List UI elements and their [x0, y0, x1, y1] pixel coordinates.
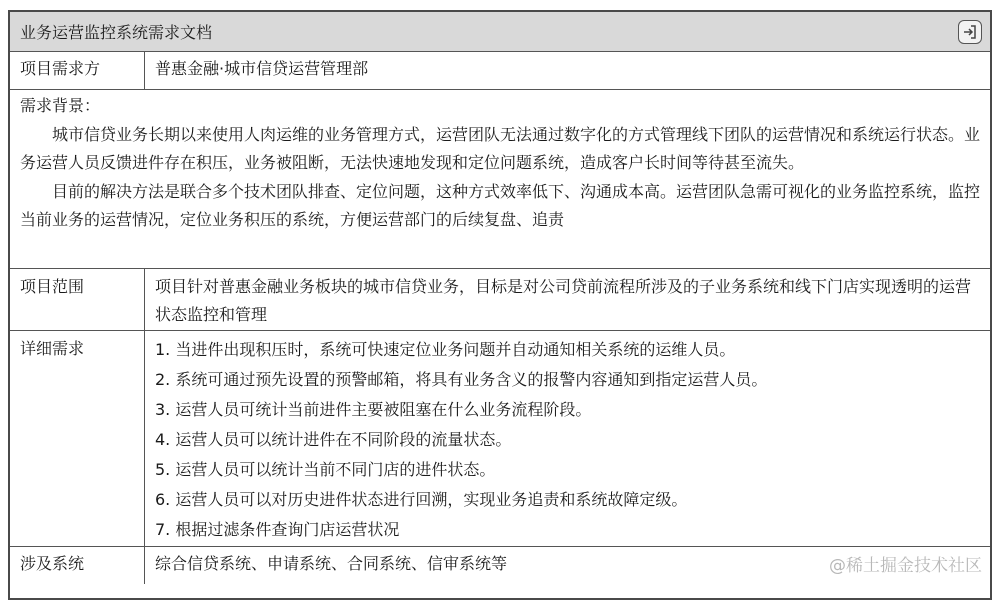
- systems-label: 涉及系统: [10, 547, 145, 584]
- list-item: 4. 运营人员可以统计进件在不同阶段的流量状态。: [155, 430, 512, 449]
- background-heading: 需求背景：: [20, 96, 101, 115]
- background-section: [10, 90, 990, 269]
- list-item: 1. 当进件出现积压时，系统可快速定位业务问题并自动通知相关系统的运维人员。: [155, 340, 736, 359]
- list-item: 2. 系统可通过预先设置的预警邮箱，将具有业务含义的报警内容通知到指定运营人员。: [155, 370, 768, 389]
- details-list: [155, 335, 980, 545]
- details-value: [145, 331, 990, 546]
- document-title: 业务运营监控系统需求文档: [20, 23, 213, 42]
- exit-button[interactable]: [958, 20, 982, 44]
- details-label: 详细需求: [10, 331, 145, 546]
- background-paragraph-2: 目前的解决方法是联合多个技术团队排查、定位问题，这种方式效率低下、沟通成本高。运营团队急需可视化的业务监控系统，监控当前业务的运营情况，定位业务积压的系统，方便运营部门的后续复盘、追责: [20, 181, 981, 229]
- requirements-document: [8, 10, 992, 600]
- document-title-bar: [10, 12, 990, 52]
- scope-value: 项目针对普惠金融业务板块的城市信贷业务，目标是对公司贷前流程所涉及的子业务系统和线下门店实现透明的运营状态监控和管理: [155, 277, 972, 324]
- list-item: 7. 根据过滤条件查询门店运营状况: [155, 520, 400, 539]
- list-item: 6. 运营人员可以对历史进件状态进行回溯，实现业务追责和系统故障定级。: [155, 490, 688, 509]
- background-paragraph-1: 城市信贷业务长期以来使用人肉运维的业务管理方式，运营团队无法通过数字化的方式管理线下团队的运营情况和系统运行状态。业务运营人员反馈进件存在积压，业务被阻断，无法快速地发现和定位问题系统，造成客户长时间等待甚至流失。: [20, 124, 981, 172]
- scope-label: 项目范围: [10, 269, 145, 330]
- scope-row: [10, 269, 990, 331]
- list-item: 5. 运营人员可以统计当前不同门店的进件状态。: [155, 460, 496, 479]
- requester-row: [10, 52, 990, 90]
- exit-icon: [962, 24, 978, 40]
- list-item: 3. 运营人员可统计当前进件主要被阻塞在什么业务流程阶段。: [155, 400, 592, 419]
- details-row: [10, 331, 990, 547]
- systems-text: 综合信贷系统、申请系统、合同系统、信审系统等: [155, 554, 508, 573]
- systems-row: [10, 547, 990, 584]
- watermark: @稀土掘金技术社区: [829, 556, 982, 576]
- systems-value: [145, 547, 990, 584]
- requester-value: 普惠金融·城市信贷运营管理部: [155, 59, 369, 78]
- requester-label: 项目需求方: [10, 52, 145, 89]
